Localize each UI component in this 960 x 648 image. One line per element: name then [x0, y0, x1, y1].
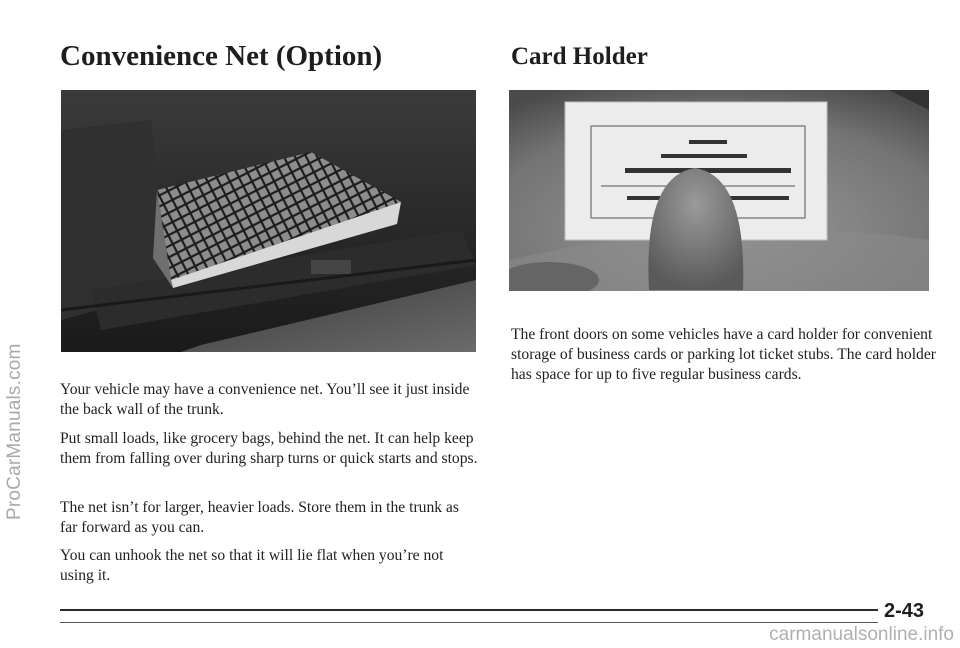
- side-watermark: ProCarManuals.com: [4, 343, 25, 520]
- footer-rule-thin: [60, 622, 878, 623]
- page-number: 2-43: [884, 600, 925, 622]
- card-holder-title: Card Holder: [511, 43, 648, 70]
- convenience-net-title: Convenience Net (Option): [60, 40, 383, 72]
- convenience-net-photo: [61, 90, 476, 352]
- card-holder-photo: [509, 90, 929, 291]
- paragraph-net-intro: Your vehicle may have a convenience net. You’ll see it just inside the back wall of the trunk.: [60, 381, 470, 418]
- paragraph-card-holder: The front doors on some vehicles have a card holder for convenient storage of business cards or parking lot ticket stubs. The card holder has space for up to five regular business cards.: [511, 326, 936, 383]
- footer-rule-thick: [60, 609, 878, 611]
- bottom-watermark: carmanualsonline.info: [769, 624, 954, 645]
- paragraph-net-heavy-loads: The net isn’t for larger, heavier loads. Store them in the trunk as far forward as you can.: [60, 499, 459, 536]
- paragraph-net-small-loads: Put small loads, like grocery bags, behind the net. It can help keep them from falling over during sharp turns or quick starts and stops.: [60, 430, 478, 467]
- paragraph-net-unhook: You can unhook the net so that it will lie flat when you’re not using it.: [60, 547, 444, 584]
